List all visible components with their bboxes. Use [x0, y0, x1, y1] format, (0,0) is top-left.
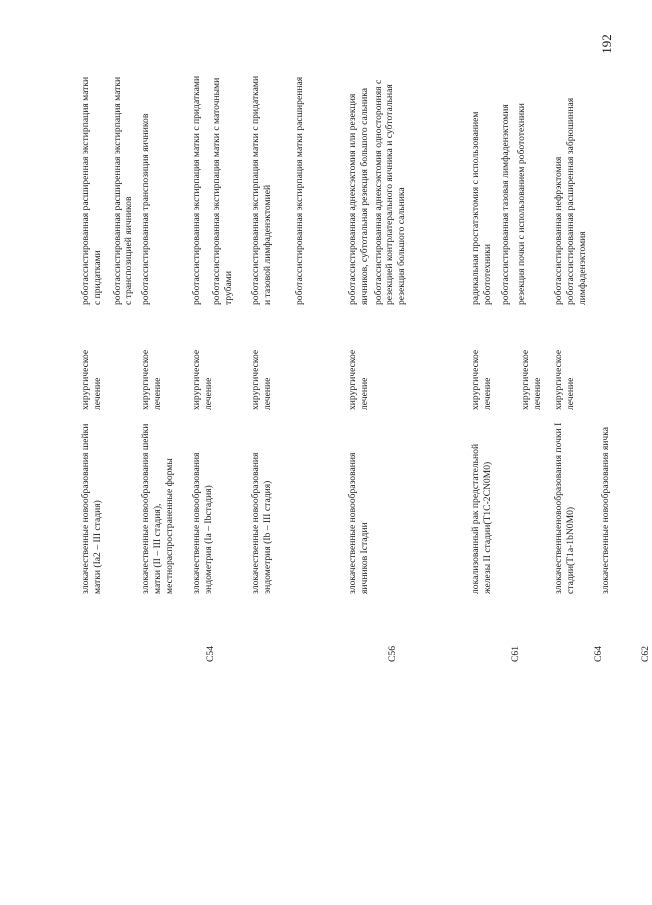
code-cell: C56 [387, 646, 398, 662]
method-item: роботассистированная транспозиция яичников [140, 113, 151, 305]
methods-cell [140, 75, 152, 305]
treatment-cell: хирургическое лечение [347, 349, 370, 410]
code-cell: C54 [205, 646, 216, 662]
diagnosis-cell: злокачественные новообразования эндометрия (Ia – Ibстадия) [191, 452, 214, 594]
method-item: роботассистированная тазовая лимфаденэктомия [500, 104, 511, 305]
method-item: роботассистированная экстирпация матки расширенная [293, 76, 305, 305]
treatment-cell: хирургическое лечение [520, 349, 543, 410]
diagnosis-cell: злокачественные новообразования эндометрия (Ib – III стадия) [250, 452, 273, 594]
page-number: 192 [599, 34, 614, 54]
methods-cell [470, 75, 494, 305]
method-item: резекция почки с использованием робототехники [515, 103, 527, 305]
method-item: роботассистированная расширенная экстирпация матки с транспозицией яичников [111, 76, 135, 305]
code-cell: C61 [510, 646, 521, 662]
method-item: роботассистированная расширенная экстирпация матки с придатками [80, 76, 103, 305]
methods-cell [191, 75, 234, 305]
method-item: роботассистированная экстирпация матки с придатками и тазовой лимфаденэктомией [250, 75, 273, 305]
diagnosis-cell: злокачественные новообразования шейки матки (Ia2 – III стадия) [80, 423, 103, 594]
diagnosis-cell: злокачественные новообразования яичников Iстадии [347, 452, 370, 594]
methods-cell [500, 75, 528, 305]
treatment-cell: хирургическое лечение [191, 349, 214, 410]
methods-cell [250, 75, 305, 305]
diagnosis-cell: злокачественные новообразования яичка [600, 427, 611, 594]
diagnosis-cell: злокачественные новообразования шейки матки (II – III стадия), местнораспространенные формы [140, 423, 175, 594]
method-item: роботассистированная экстирпация матки с маточными трубами [210, 77, 234, 305]
method-item: роботассистированная аднексэктомия односторонняя с резекцией контрлатерального яичника и субтотальная резекция большого сальника [372, 79, 408, 305]
method-item: роботассистированная расширенная забрюшинная лимфаденэктомия [564, 97, 588, 305]
diagnosis-cell: злокачественныеновообразования почки I стадии(T1a-1bN0M0) [553, 422, 576, 594]
method-item: радикальная простатэктомия с использованием робототехники [470, 111, 493, 305]
methods-cell [347, 75, 408, 305]
treatment-cell: хирургическое лечение [80, 349, 103, 410]
method-item: роботассистированная экстирпация матки с придатками [191, 75, 202, 305]
methods-cell [80, 75, 135, 305]
treatment-cell: хирургическое лечение [250, 349, 273, 410]
diagnosis-cell: локализованный рак предстательной железы II стадии(T1C-2CN0M0) [470, 443, 493, 594]
treatment-cell: хирургическое лечение [553, 349, 576, 410]
treatment-cell: хирургическое лечение [140, 349, 163, 410]
code-cell: C64 [593, 646, 604, 662]
treatment-cell: хирургическое лечение [470, 349, 493, 410]
method-item: роботассистированная нефрэктомия [553, 156, 564, 305]
method-item: роботассистированная аднексэктомия или резекция яичников, субтотальная резекция большого сальника [347, 87, 370, 305]
code-cell: C62 [640, 646, 651, 662]
medical-procedures-table [80, 20, 651, 870]
methods-cell [553, 75, 588, 305]
